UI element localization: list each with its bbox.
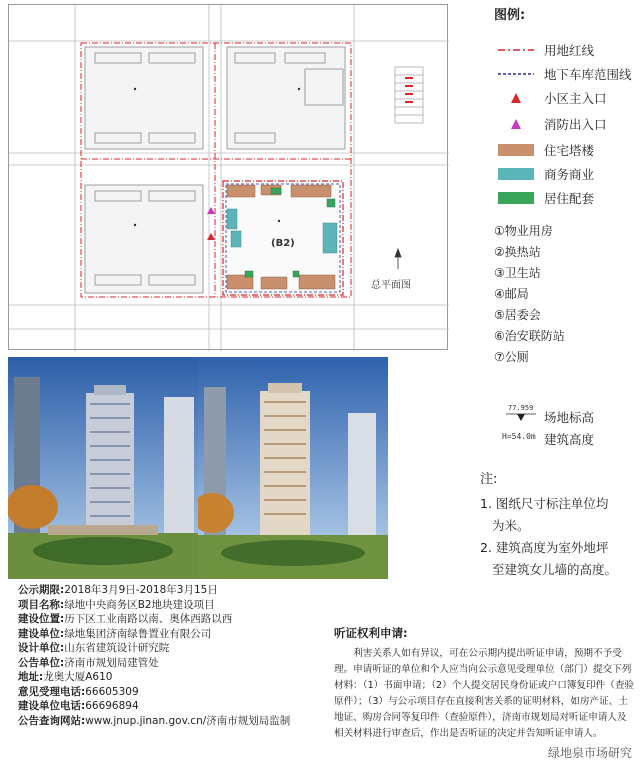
facility-item: ③卫生站 — [494, 266, 541, 280]
note-line: 为米。 — [492, 518, 530, 533]
info-value: 2018年3月9日-2018年3月15日 — [64, 584, 218, 596]
commercial-swatch-icon — [498, 168, 534, 180]
info-row — [18, 627, 336, 642]
info-row — [18, 685, 336, 700]
legend-item — [458, 188, 640, 208]
legend-label: 消防出入口 — [544, 117, 607, 132]
info-value: 绿地中央商务区B2地块建设项目 — [64, 598, 215, 611]
info-value: 济南市规划局建管处 — [64, 656, 159, 669]
info-row — [18, 583, 336, 598]
info-label: 意见受理电话: — [18, 685, 86, 698]
hearing-title: 听证权利申请: — [334, 626, 408, 640]
watermark: 绿地泉市场研究 — [547, 746, 632, 760]
info-row — [18, 641, 336, 656]
project-info — [18, 583, 336, 728]
info-label: 公示期限: — [18, 584, 65, 596]
site-elevation-label: 场地标高 — [544, 410, 595, 425]
facility-item: ④邮局 — [494, 287, 529, 301]
red-dashdot-line-icon — [498, 44, 534, 56]
info-row — [18, 598, 336, 613]
info-link[interactable]: www.jnup.jinan.gov.cn/济南市规划局监制 — [85, 714, 291, 727]
info-label: 建设单位电话: — [18, 700, 86, 712]
facility-item: ①物业用房 — [494, 224, 553, 238]
site-plan — [8, 4, 448, 350]
sample-building-height: H=54.0m — [502, 432, 536, 441]
magenta-triangle-icon — [498, 118, 534, 130]
elevation-legend — [480, 404, 640, 452]
red-triangle-icon — [498, 92, 534, 104]
support-swatch-icon — [498, 192, 534, 204]
info-row — [18, 612, 336, 627]
sample-height: 77.959 — [508, 404, 534, 412]
info-row — [18, 699, 336, 714]
building-render-right — [198, 357, 388, 579]
legend-label: 商务商业 — [544, 167, 595, 182]
hearing-body: 利害关系人如有异议，可在公示期内提出听证申请，预期不予受理。申请听证的单位和个人应当向公示意见受理单位（部门）提交下列材料：（1）书面申请；（2）个人提交居民身份证或户口簿复印件（查验原件）；（3）与公示项目存在直接利害关系的证明材料，如房产证、土地证、购房合同等复印件（查验原件），济南市规划局对听证申请人及相关材料进行审查后，作出是否听证的决定并告知听证申请人。 — [334, 648, 635, 739]
elevation-marker-icon — [506, 413, 536, 423]
info-label: 地址: — [18, 671, 44, 683]
plan-title: 总平面图 — [371, 280, 411, 291]
block-label: (B2) — [271, 238, 295, 249]
legend-label: 居住配套 — [544, 191, 595, 206]
info-label: 建设单位: — [18, 627, 65, 640]
legend-label: 住宅塔楼 — [544, 143, 595, 158]
notes — [480, 468, 638, 581]
legend-item — [458, 88, 640, 108]
info-label: 公告单位: — [18, 656, 65, 669]
legend-label: 地下车库范围线 — [544, 67, 632, 82]
building-height-label: 建筑高度 — [544, 432, 595, 447]
note-line: 1. 图纸尺寸标注单位均 — [480, 496, 609, 511]
legend-item — [458, 114, 640, 134]
hearing-rights — [334, 625, 634, 742]
info-value: 历下区工业南路以南、奥体西路以西 — [64, 613, 233, 625]
info-label: 设计单位: — [18, 642, 65, 654]
legend-item — [458, 164, 640, 184]
site-plan-drawing — [9, 5, 449, 351]
info-value: 绿地集团济南绿鲁置业有限公司 — [64, 627, 212, 640]
info-label: 项目名称: — [18, 598, 65, 611]
legend-item — [458, 140, 640, 160]
info-value: 山东省建筑设计研究院 — [64, 642, 170, 654]
info-label: 建设位置: — [18, 613, 65, 625]
note-line: 2. 建筑高度为室外地坪 — [480, 540, 609, 555]
info-value: 66696894 — [85, 700, 139, 712]
info-row — [18, 656, 336, 671]
facility-item: ②换热站 — [494, 245, 541, 259]
facility-item: ⑦公厕 — [494, 350, 529, 364]
info-value: 龙奥大厦A610 — [43, 671, 113, 683]
legend-label: 小区主入口 — [544, 91, 607, 106]
facility-item: ⑤居委会 — [494, 308, 541, 322]
building-render-left — [8, 357, 198, 579]
legend-item — [458, 40, 640, 60]
info-row — [18, 670, 336, 685]
legend — [458, 0, 640, 364]
residential-swatch-icon — [498, 144, 534, 156]
info-label: 公告查询网站: — [18, 714, 86, 727]
info-value: 66605309 — [85, 685, 139, 698]
legend-label: 用地红线 — [544, 43, 595, 58]
notes-title: 注: — [480, 472, 498, 487]
note-line: 至建筑女儿墙的高度。 — [492, 562, 618, 577]
legend-item — [458, 64, 640, 84]
blue-dashed-line-icon — [498, 68, 534, 80]
legend-title: 图例: — [494, 8, 526, 23]
info-row — [18, 714, 336, 729]
facility-item: ⑥治安联防站 — [494, 329, 565, 343]
